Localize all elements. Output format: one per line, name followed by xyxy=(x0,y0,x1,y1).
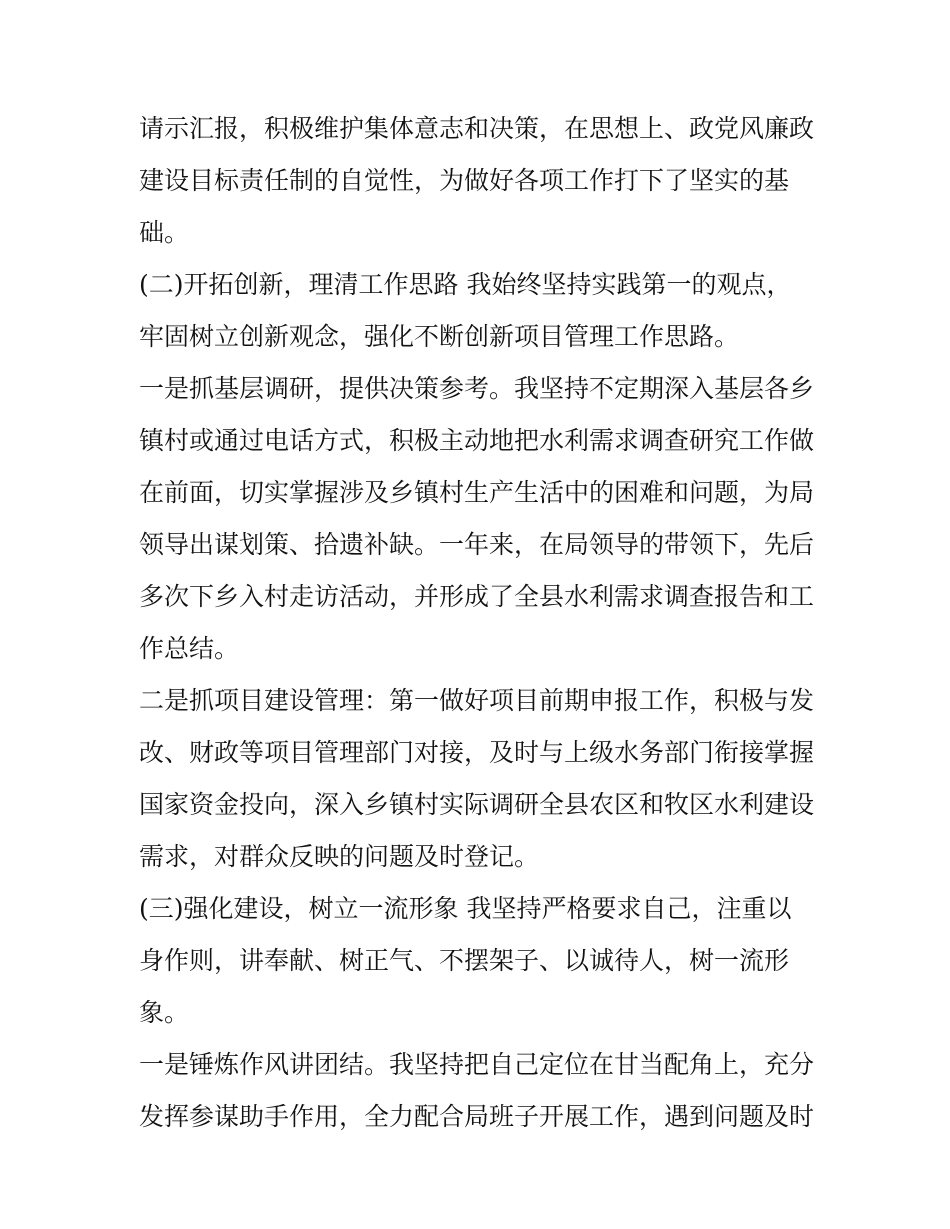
text-line: 一是锤炼作风讲团结。我坚持把自己定位在甘当配角上，充分 xyxy=(139,1050,815,1079)
section-heading-line: (二)开拓创新，理清工作思路 我始终坚持实践第一的观点， xyxy=(139,270,792,299)
text-line: 牢固树立创新观念，强化不断创新项目管理工作思路。 xyxy=(139,322,740,351)
document-body xyxy=(139,103,819,1143)
text-line: 请示汇报，积极维护集体意志和决策，在思想上、政党风廉政 xyxy=(139,114,815,143)
text-line: 多次下乡入村走访活动，并形成了全县水利需求调查报告和工 xyxy=(139,582,815,611)
text-line: 二是抓项目建设管理：第一做好项目前期申报工作，积极与发 xyxy=(139,686,815,715)
text-line: 领导出谋划策、拾遗补缺。一年来，在局领导的带领下，先后 xyxy=(139,530,815,559)
text-line: 一是抓基层调研，提供决策参考。我坚持不定期深入基层各乡 xyxy=(139,374,815,403)
text-line: 作总结。 xyxy=(139,634,240,663)
text-line: 需求，对群众反映的问题及时登记。 xyxy=(139,842,540,871)
text-line: 础。 xyxy=(139,218,190,247)
text-line: 改、财政等项目管理部门对接，及时与上级水务部门衔接掌握 xyxy=(139,738,815,767)
text-line: 象。 xyxy=(139,998,190,1027)
text-line: 镇村或通过电话方式，积极主动地把水利需求调查研究工作做 xyxy=(139,426,815,455)
text-line: 发挥参谋助手作用，全力配合局班子开展工作，遇到问题及时 xyxy=(139,1102,815,1131)
text-line: 身作则，讲奉献、树正气、不摆架子、以诚待人，树一流形 xyxy=(139,946,790,975)
section-heading-line: (三)强化建设，树立一流形象 我坚持严格要求自己，注重以 xyxy=(139,894,792,923)
text-line: 在前面，切实掌握涉及乡镇村生产生活中的困难和问题，为局 xyxy=(139,478,815,507)
text-line: 建设目标责任制的自觉性，为做好各项工作打下了坚实的基 xyxy=(139,166,790,195)
text-line: 国家资金投向，深入乡镇村实际调研全县农区和牧区水利建设 xyxy=(139,790,815,819)
